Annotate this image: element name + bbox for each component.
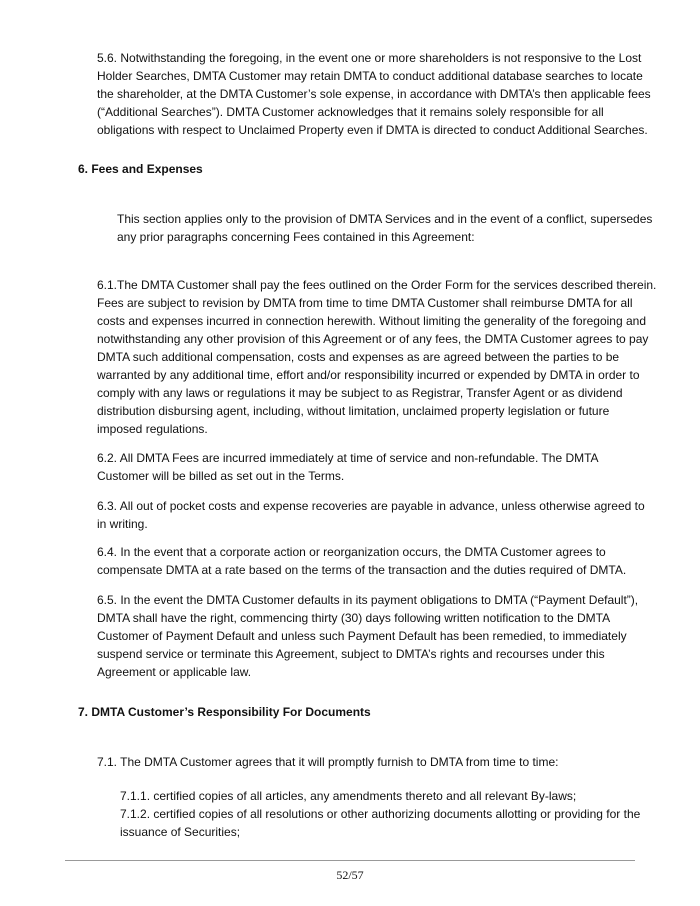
- text-line: 6.4. In the event that a corporate action or reorganization occurs, the DMTA Customer agrees to: [97, 545, 606, 559]
- text-line: suspend service or terminate this Agreement, subject to DMTA’s rights and recourses under this: [97, 647, 605, 661]
- section-6-intro: [117, 210, 652, 246]
- text-line: issuance of Securities;: [120, 825, 241, 839]
- text-line: imposed regulations.: [97, 422, 208, 436]
- text-line: 6.2. All DMTA Fees are incurred immediately at time of service and non-refundable. The DMTA: [97, 451, 599, 465]
- text-line: 7.1.2. certified copies of all resolutions or other authorizing documents allotting or providing for the: [120, 807, 641, 821]
- footer-divider: [65, 860, 635, 861]
- text-line: compensate DMTA at a rate based on the terms of the transaction and the duties required of DMTA.: [97, 563, 627, 577]
- text-line: 6. Fees and Expenses: [78, 162, 203, 176]
- text-line: This section applies only to the provision of DMTA Services and in the event of a conflict, supersedes: [117, 212, 653, 226]
- text-line: 7.1. The DMTA Customer agrees that it will promptly furnish to DMTA from time to time:: [97, 755, 559, 769]
- text-line: Fees are subject to revision by DMTA from time to time DMTA Customer shall reimburse DMTA for all: [97, 296, 633, 310]
- text-line: costs and expenses incurred in connection herewith. Without limiting the generality of the foregoing and: [97, 314, 646, 328]
- text-line: Holder Searches, DMTA Customer may retain DMTA to conduct additional database searches to locate: [97, 69, 643, 83]
- text-line: the shareholder, at the DMTA Customer’s sole expense, in accordance with DMTA’s then applicable fees: [97, 87, 651, 101]
- text-line: Customer of Payment Default and unless such Payment Default has been remedied, to immediately: [97, 629, 627, 643]
- page-number: 52/57: [336, 868, 364, 882]
- text-line: in writing.: [97, 517, 148, 531]
- text-line: 5.6. Notwithstanding the foregoing, in the event one or more shareholders is not responsive to the Lost: [97, 51, 642, 65]
- paragraph-6-4: [97, 543, 626, 579]
- paragraph-6-2: [97, 449, 599, 485]
- paragraph-6-5: [97, 591, 638, 681]
- text-line: 7. DMTA Customer’s Responsibility For Documents: [78, 705, 371, 719]
- section-7-heading: [78, 703, 371, 721]
- text-line: DMTA such additional compensation, costs and expenses as are agreed between the parties to be: [97, 350, 620, 364]
- text-line: distribution disbursing agent, including, without limitation, unclaimed property legislation or future: [97, 404, 610, 418]
- paragraph-5-6: [97, 49, 651, 139]
- text-line: notwithstanding any other provision of this Agreement or of any fees, the DMTA Customer agrees to pay: [97, 332, 649, 346]
- paragraph-7-1-subitems: [120, 787, 640, 841]
- text-line: obligations with respect to Unclaimed Property even if DMTA is directed to conduct Additional Searches.: [97, 123, 648, 137]
- text-line: Agreement or applicable law.: [97, 665, 252, 679]
- text-line: 6.1.The DMTA Customer shall pay the fees outlined on the Order Form for the services described therein.: [97, 278, 657, 292]
- paragraph-7-1: [97, 753, 558, 771]
- text-line: warranted by any additional time, effort and/or responsibility incurred or expended by DMTA in order to: [97, 368, 640, 382]
- text-line: any prior paragraphs concerning Fees contained in this Agreement:: [117, 230, 475, 244]
- paragraph-6-1: [97, 276, 656, 438]
- text-line: comply with any laws or regulations it may be subject to as Registrar, Transfer Agent or as dividend: [97, 386, 623, 400]
- section-6-heading: [78, 160, 203, 178]
- text-line: (“Additional Searches”). DMTA Customer acknowledges that it remains solely responsible for all: [97, 105, 604, 119]
- text-line: 7.1.1. certified copies of all articles, any amendments thereto and all relevant By-laws;: [120, 789, 577, 803]
- text-line: DMTA shall have the right, commencing thirty (30) days following written notification to the DMTA: [97, 611, 611, 625]
- paragraph-6-3: [97, 497, 645, 533]
- text-line: Customer will be billed as set out in the Terms.: [97, 469, 345, 483]
- text-line: 6.5. In the event the DMTA Customer defaults in its payment obligations to DMTA (“Payment Default”),: [97, 593, 639, 607]
- text-line: 6.3. All out of pocket costs and expense recoveries are payable in advance, unless otherwise agreed to: [97, 499, 645, 513]
